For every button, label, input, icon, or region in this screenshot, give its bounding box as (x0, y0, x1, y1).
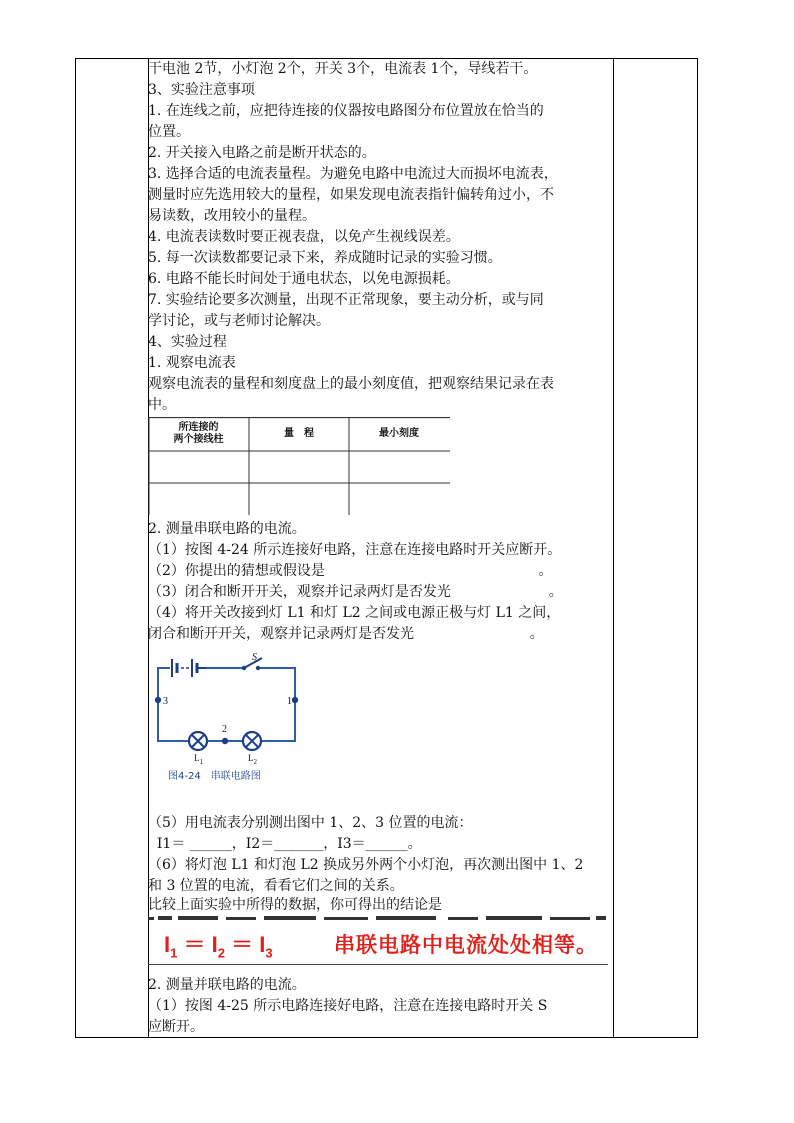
text-line: I1＝ ______，I2＝_______，I3＝______。 (148, 836, 422, 852)
circuit-caption: 图4-24 串联电路图 (168, 771, 261, 782)
lamp-1-icon (189, 732, 207, 750)
text-line: （2）你提出的猜想或假设是 。 (148, 563, 553, 579)
node-3-dot (155, 697, 161, 703)
node-2-dot (222, 738, 228, 744)
text-line: 4、实验过程 (148, 334, 227, 350)
text-line: 3. 选择合适的电流表量程。为避免电路中电流过大而损坏电流表， (148, 166, 558, 182)
text-line: 4. 电流表读数时要正视表盘，以免产生视线误差。 (148, 229, 460, 245)
series-circuit-diagram (150, 648, 300, 783)
text-line: （6）将灯泡 L1 和灯泡 L2 换成另外两个小灯泡，再次测出图中 1、2 (148, 857, 584, 873)
conclusion-underline (148, 964, 608, 965)
text-line: 学讨论，或与老师讨论解决。 (148, 313, 330, 329)
record-table (148, 417, 450, 515)
node-3-label: 3 (163, 696, 168, 707)
battery-icon (172, 659, 206, 677)
cropped-text-remnant (148, 915, 608, 921)
text-line: 观察电流表的量程和刻度盘上的最小刻度值，把观察结果记录在表 (148, 376, 554, 392)
text-line: 7. 实验结论要多次测量，出现不正常现象，要主动分析，或与同 (148, 292, 544, 308)
node-2-label: 2 (222, 724, 227, 735)
record-table-header-terminals: 所连接的 两个接线柱 (173, 422, 224, 445)
text-line: 2. 开关接入电路之前是断开状态的。 (148, 145, 376, 161)
record-table-header-range: 量 程 (284, 428, 314, 439)
text-line: 1. 在连线之前，应把待连接的仪器按电路图分布位置放在恰当的 (148, 103, 544, 119)
text-line: 应断开。 (148, 1019, 204, 1035)
text-line: 2. 测量串联电路的电流。 (148, 521, 306, 537)
text-line: 6. 电路不能长时间处于通电状态，以免电源损耗。 (148, 271, 460, 287)
text-line: 比较上面实验中所得的数据，你可得出的结论是 (148, 897, 442, 913)
conclusion-banner (148, 930, 608, 964)
text-line: 干电池 2节，小灯泡 2个，开关 3个，电流表 1个，导线若干。 (148, 61, 538, 77)
text-line: （3）闭合和断开开关，观察并记录两灯是否发光 。 (148, 584, 563, 600)
lamp-2-label: $L_2$ (248, 753, 257, 766)
conclusion-text: 串联电路中电流处处相等。 (334, 934, 598, 957)
text-line: 测量时应先选用较大的量程，如果发现电流表指针偏转角过小，不 (148, 187, 554, 203)
record-table-header-min-scale: 最小刻度 (379, 428, 419, 439)
text-line: 位置。 (148, 124, 190, 140)
text-line: 1. 观察电流表 (148, 355, 236, 371)
text-line: 闭合和断开开关，观察并记录两灯是否发光 。 (148, 626, 544, 642)
text-line: （5）用电流表分别测出图中 1、2、3 位置的电流： (148, 815, 473, 831)
circuit-svg (150, 648, 300, 783)
table-divider-right (613, 59, 614, 1037)
switch-label: S (252, 652, 257, 663)
text-line: 和 3 位置的电流，看看它们之间的关系。 (148, 878, 404, 894)
text-line: （1）按图 4-24 所示连接好电路，注意在连接电路时开关应断开。 (148, 542, 562, 558)
text-line: 3、实验注意事项 (148, 82, 255, 98)
current-equation: $I_1 = I_2 = I_3$ (164, 932, 273, 961)
lamp-1-label: $L_1$ (194, 753, 203, 766)
text-line: 2. 测量并联电路的电流。 (148, 977, 306, 993)
node-1-dot (292, 697, 298, 703)
text-line: 5. 每一次读数都要记录下来，养成随时记录的实验习惯。 (148, 250, 502, 266)
lamp-2-icon (243, 732, 261, 750)
node-1-label: 1 (287, 696, 292, 707)
text-line: 中。 (148, 397, 176, 413)
text-line: （4）将开关改接到灯 L1 和灯 L2 之间或电源正极与灯 L1 之间， (148, 605, 561, 621)
text-line: （1）按图 4-25 所示电路连接好电路，注意在连接电路时开关 S (148, 998, 548, 1014)
text-line: 易读数，改用较小的量程。 (148, 208, 316, 224)
